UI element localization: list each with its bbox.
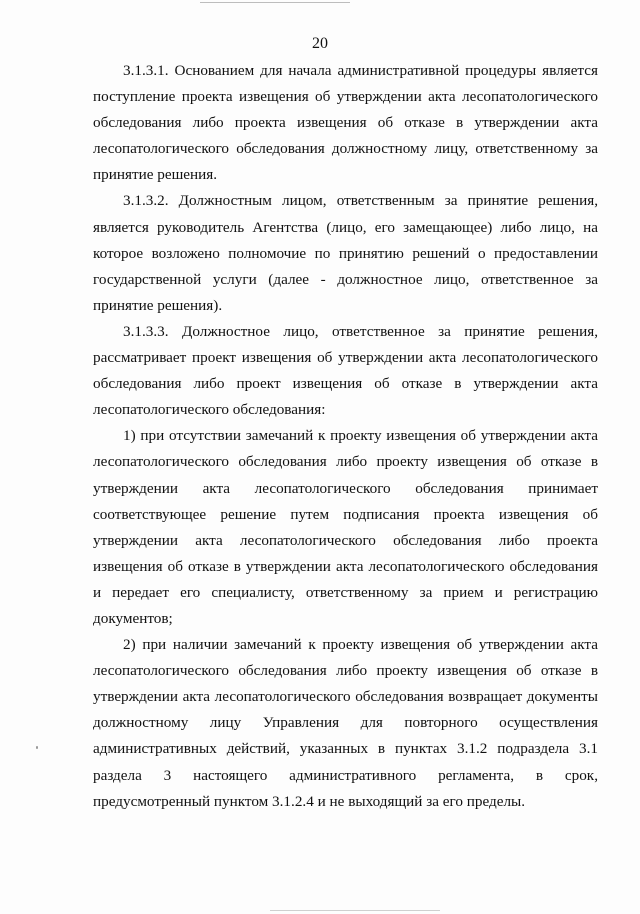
paragraph-3-1-3-3: 3.1.3.3. Должностное лицо, ответственное за принятие решения, рассматривает проект извещения об утверждении акта лесопатологического обследования либо проект извещения об отказе в утверждении акта лесопатологического обследования: bbox=[93, 322, 598, 419]
document-body bbox=[93, 58, 598, 815]
list-item-2: 2) при наличии замечаний к проекту извещения об утверждении акта лесопатологического обследования либо проекту извещения об отказе в утверждении акта лесопатологического обследования возвращает документы должностному лицу Управления для повторного осуществления административных действий, указанных в пунктах 3.1.2 подраздела 3.1 раздела 3 настоящего административного регламента, в срок, предусмотренный пунктом 3.1.2.4 и не выходящий за его пределы. bbox=[93, 636, 598, 810]
paragraph-3-1-3-1: 3.1.3.1. Основанием для начала административной процедуры является поступление проекта извещения об утверждении акта лесопатологического обследования либо проекта извещения об отказе в утверждении акта лесопатологического обследования должностному лицу, ответственному за принятие решения. bbox=[93, 62, 598, 184]
page-number: 20 bbox=[312, 35, 328, 52]
scan-speck bbox=[36, 746, 38, 749]
scan-top-rule bbox=[200, 2, 350, 3]
paragraph-3-1-3-2: 3.1.3.2. Должностным лицом, ответственным за принятие решения, является руководитель Агентства (лицо, его замещающее) либо лицо, на которое возложено полномочие по принятию решений о предоставлении государственной услуги (далее - должностное лицо, ответственное за принятие решения). bbox=[93, 192, 598, 314]
list-item-1: 1) при отсутствии замечаний к проекту извещения об утверждении акта лесопатологического обследования либо проекту извещения об отказе в утверждении акта лесопатологического обследования принимает соответствующее решение путем подписания проекта извещения об утверждении акта лесопатологического обследования либо проекта извещения об отказе в утверждении акта лесопатологического обследования и передает его специалисту, ответственному за прием и регистрацию документов; bbox=[93, 427, 598, 627]
scan-bottom-rule bbox=[270, 910, 440, 911]
